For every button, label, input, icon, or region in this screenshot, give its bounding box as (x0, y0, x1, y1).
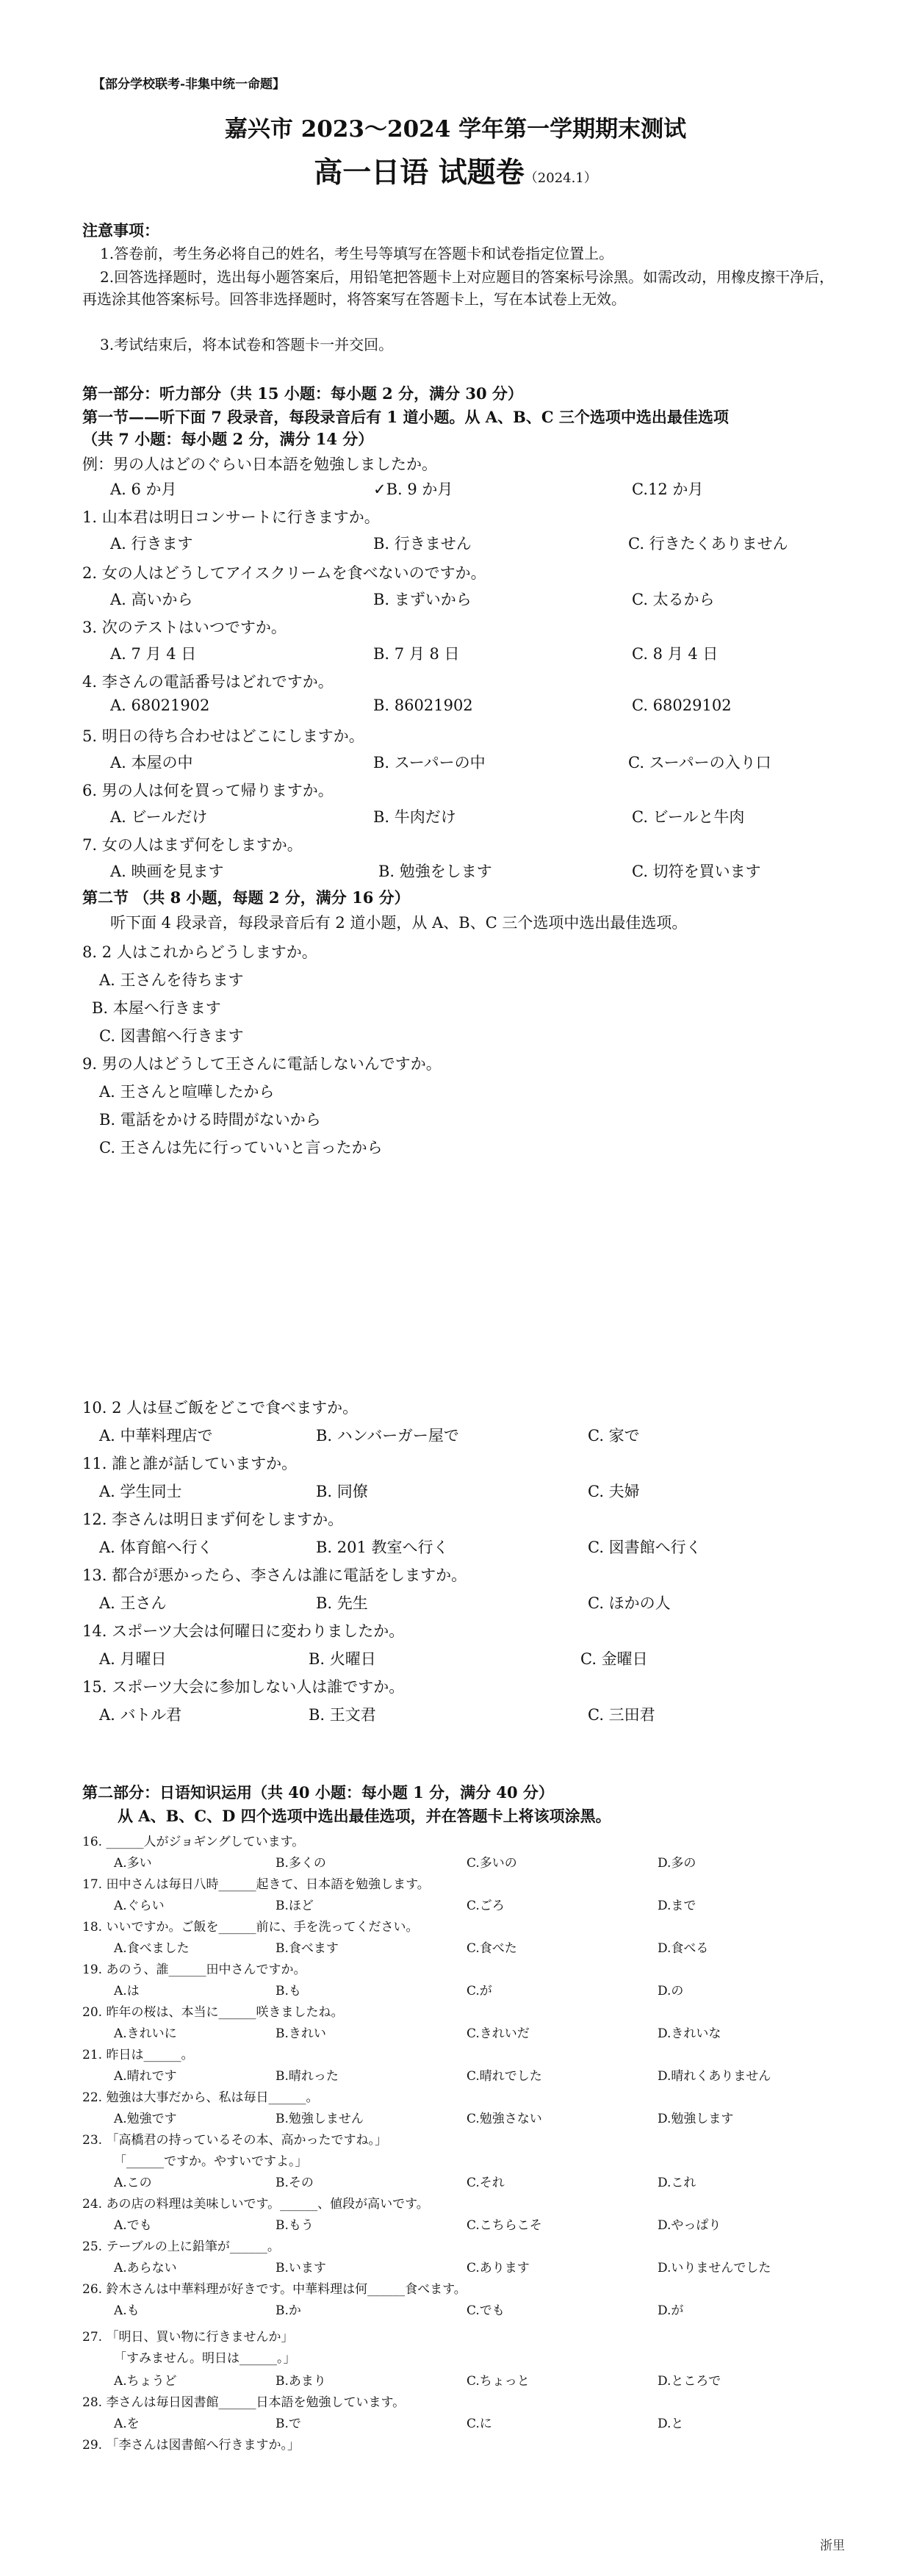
q14-option-a: A. 月曜日 (99, 1650, 167, 1668)
q7-option-a: A. 映画を見ます (110, 863, 224, 880)
footer-watermark: 浙里 (820, 2539, 845, 2553)
q25-option-b: B.います (276, 2261, 326, 2275)
q19-option-d: D.の (658, 1984, 684, 1998)
q15-option-a: A. バトル君 (99, 1706, 182, 1724)
question-24: 24. あの店の料理は美味しいです。______、値段が高いです。 (82, 2197, 429, 2212)
q27-option-c: C.ちょっと (467, 2374, 530, 2389)
q24-option-c: C.こちらこそ (467, 2218, 542, 2233)
question-19: 19. あのう、誰______田中さんですか。 (82, 1962, 306, 1977)
question-26: 26. 鈴木さんは中華料理が好きです。中華料理は何______食べます。 (82, 2282, 467, 2297)
q22-option-a: A.勉強です (114, 2112, 177, 2126)
exam-subtitle (0, 150, 911, 191)
q15-option-b: B. 王文君 (309, 1706, 376, 1724)
q22-option-d: D.勉強します (658, 2112, 734, 2126)
exam-title: 嘉兴市 2023～2024 学年第一学期期末测试 (224, 116, 687, 143)
question-20: 20. 昨年の桜は、本当に______咲きましたね。 (82, 2005, 344, 2020)
q21-option-d: D.晴れくありません (658, 2069, 771, 2084)
q16-option-c: C.多いの (467, 1856, 517, 1871)
q15-option-c: C. 三田君 (588, 1706, 655, 1724)
question-23-reply: 「______ですか。やすいですよ。」 (114, 2154, 308, 2169)
q10-option-a: A. 中華料理店で (99, 1427, 213, 1444)
question-27-reply: 「すみません。明日は______。」 (114, 2351, 296, 2366)
q9-option-c: C. 王さんは先に行っていいと言ったから (99, 1139, 383, 1156)
question-6: 6. 男の人は何を買って帰りますか。 (82, 782, 334, 799)
q3-option-c: C. 8 月 4 日 (632, 645, 719, 663)
q21-option-c: C.晴れでした (467, 2069, 542, 2084)
q18-option-a: A.食べました (114, 1941, 190, 1956)
question-8: 8. 2 人はこれからどうしますか。 (82, 943, 317, 961)
q28-option-b: B.で (276, 2417, 301, 2431)
q24-option-a: A.でも (114, 2218, 152, 2233)
q7-option-b: B. 勉強をします (378, 863, 492, 880)
example-option-b: ✓B. 9 か月 (373, 481, 453, 498)
q16-option-d: D.多の (658, 1856, 696, 1871)
q4-option-c: C. 68029102 (632, 697, 732, 714)
example-question: 例：男の人はどのぐらい日本語を勉強しましたか。 (82, 456, 437, 473)
q23-option-d: D.これ (658, 2176, 696, 2190)
q27-option-b: B.あまり (276, 2374, 326, 2389)
question-1: 1. 山本君は明日コンサートに行きますか。 (82, 508, 380, 526)
q28-option-c: C.に (467, 2417, 492, 2431)
part2-heading: 第二部分：日语知识运用（共 40 小题：每小题 1 分，满分 40 分） (82, 1783, 554, 1802)
q22-option-b: B.勉強しません (276, 2112, 364, 2126)
q17-option-a: A.ぐらい (114, 1899, 165, 1913)
q13-option-b: B. 先生 (316, 1594, 368, 1612)
q26-option-b: B.か (276, 2303, 301, 2318)
q8-option-c: C. 図書館へ行きます (99, 1027, 244, 1045)
q11-option-a: A. 学生同士 (99, 1483, 182, 1500)
notice-item: 1.答卷前，考生务必将自己的姓名，考生号等填写在答题卡和试卷指定位置上。 (100, 245, 614, 262)
example-option-a: A. 6 か月 (110, 481, 177, 498)
q5-option-c: C. スーパーの入り口 (628, 754, 771, 771)
q28-option-a: A.を (114, 2417, 140, 2431)
question-7: 7. 女の人はまず何をしますか。 (82, 836, 303, 854)
q5-option-a: A. 本屋の中 (110, 754, 193, 771)
q13-option-c: C. ほかの人 (588, 1594, 671, 1612)
q16-option-a: A.多い (114, 1856, 152, 1871)
subject-label: 高一日语 试题卷 (314, 156, 525, 190)
question-27: 27. 「明日、買い物に行きませんか」 (82, 2330, 294, 2345)
q19-option-b: B.も (276, 1984, 301, 1998)
q10-option-c: C. 家で (588, 1427, 640, 1444)
q17-option-b: B.ほど (276, 1899, 314, 1913)
question-13: 13. 都合が悪かったら、李さんは誰に電話をしますか。 (82, 1566, 467, 1584)
q23-option-b: B.その (276, 2176, 314, 2190)
q3-option-a: A. 7 月 4 日 (110, 645, 197, 663)
q1-option-c: C. 行きたくありません (628, 535, 788, 553)
question-28: 28. 李さんは毎日図書館______日本語を勉強しています。 (82, 2395, 406, 2410)
question-10: 10. 2 人は昼ご飯をどこで食べますか。 (82, 1399, 359, 1417)
section1-note: （共 7 小题：每小题 2 分，满分 14 分） (82, 430, 374, 448)
q16-option-b: B.多くの (276, 1856, 326, 1871)
q12-option-b: B. 201 教室へ行く (316, 1539, 449, 1556)
question-29: 29. 「李さんは図書館へ行きますか。」 (82, 2438, 300, 2453)
question-2: 2. 女の人はどうしてアイスクリームを食べないのですか。 (82, 564, 486, 582)
section2-heading: 第二节 （共 8 小题，每题 2 分，满分 16 分） (82, 888, 410, 907)
q12-option-c: C. 図書館へ行く (588, 1539, 702, 1556)
q26-option-d: D.が (658, 2303, 684, 2318)
question-15: 15. スポーツ大会に参加しない人は誰ですか。 (82, 1678, 405, 1696)
question-16: 16. ______人がジョギングしています。 (82, 1835, 305, 1849)
exam-date: （2024.1） (524, 170, 597, 186)
question-17: 17. 田中さんは毎日八時______起きて、日本語を勉強します。 (82, 1877, 430, 1892)
q28-option-d: D.と (658, 2417, 684, 2431)
notice-item: 3.考试结束后，将本试卷和答题卡一并交回。 (100, 336, 394, 353)
q14-option-c: C. 金曜日 (580, 1650, 648, 1668)
q9-option-b: B. 電話をかける時間がないから (99, 1111, 321, 1129)
question-25: 25. テーブルの上に鉛筆が______。 (82, 2239, 280, 2254)
q24-option-b: B.もう (276, 2218, 314, 2233)
q25-option-d: D.いりませんでした (658, 2261, 771, 2275)
question-21: 21. 昨日は______。 (82, 2048, 194, 2062)
q6-option-b: B. 牛肉だけ (373, 808, 456, 826)
q6-option-c: C. ビールと牛肉 (632, 808, 745, 826)
section1-heading: 第一节——听下面 7 段录音，每段录音后有 1 道小题。从 A、B、C 三个选项中选出最佳选项 (82, 408, 729, 426)
q2-option-c: C. 太るから (632, 591, 715, 608)
question-12: 12. 李さんは明日まず何をしますか。 (82, 1511, 344, 1528)
notice-item: 2.回答选择题时，选出每小题答案后，用铅笔把答题卡上对应题目的答案标号涂黑。如需改动，用橡皮擦干净后，再选涂其他答案标号。回答非选择题时，将答案写在答题卡上，写在本试卷上无效。 (82, 268, 835, 308)
question-5: 5. 明日の待ち合わせはどこにしますか。 (82, 727, 364, 745)
q18-option-c: C.食べた (467, 1941, 517, 1956)
question-3: 3. 次のテストはいつですか。 (82, 619, 287, 636)
section2-note: 听下面 4 段录音，每段录音后有 2 道小题，从 A、B、C 三个选项中选出最佳选项。 (110, 914, 688, 932)
q23-option-a: A.この (114, 2176, 152, 2190)
question-23: 23. 「高橋君の持っているその本、高かったですね。」 (82, 2133, 387, 2148)
question-18: 18. いいですか。ご飯を______前に、手を洗ってください。 (82, 1920, 419, 1935)
q20-option-a: A.きれいに (114, 2026, 177, 2041)
q14-option-b: B. 火曜日 (309, 1650, 376, 1668)
part2-note: 从 A、B、C、D 四个选项中选出最佳选项，并在答题卡上将该项涂黑。 (118, 1807, 611, 1825)
q11-option-c: C. 夫婦 (588, 1483, 640, 1500)
q27-option-a: A.ちょうど (114, 2374, 177, 2389)
q1-option-a: A. 行きます (110, 535, 193, 553)
q18-option-d: D.食べる (658, 1941, 709, 1956)
q3-option-b: B. 7 月 8 日 (373, 645, 460, 663)
example-option-c: C.12 か月 (632, 481, 704, 498)
q8-option-b: B. 本屋へ行きます (92, 999, 221, 1017)
q10-option-b: B. ハンバーガー屋で (316, 1427, 459, 1444)
question-4: 4. 李さんの電話番号はどれですか。 (82, 673, 334, 691)
q13-option-a: A. 王さん (99, 1594, 167, 1612)
q25-option-a: A.あらない (114, 2261, 177, 2275)
q24-option-d: D.やっぱり (658, 2218, 721, 2233)
q2-option-b: B. まずいから (373, 591, 472, 608)
q7-option-c: C. 切符を買います (632, 863, 761, 880)
q4-option-b: B. 86021902 (373, 697, 473, 714)
q18-option-b: B.食べます (276, 1941, 339, 1956)
exam-source-tag: 【部分学校联考-非集中统一命题】 (93, 77, 286, 92)
q26-option-a: A.も (114, 2303, 140, 2318)
q4-option-a: A. 68021902 (110, 697, 210, 714)
q11-option-b: B. 同僚 (316, 1483, 368, 1500)
question-14: 14. スポーツ大会は何曜日に変わりましたか。 (82, 1622, 405, 1640)
q8-option-a: A. 王さんを待ちます (99, 971, 244, 989)
q27-option-d: D.ところで (658, 2374, 721, 2389)
q21-option-a: A.晴れです (114, 2069, 177, 2084)
q1-option-b: B. 行きません (373, 535, 472, 553)
part1-heading: 第一部分：听力部分（共 15 小题：每小题 2 分，满分 30 分） (82, 384, 523, 403)
q20-option-c: C.きれいだ (467, 2026, 530, 2041)
q26-option-c: C.でも (467, 2303, 505, 2318)
q17-option-c: C.ごろ (467, 1899, 505, 1913)
q23-option-c: C.それ (467, 2176, 505, 2190)
q19-option-c: C.が (467, 1984, 492, 1998)
q25-option-c: C.あります (467, 2261, 530, 2275)
q20-option-d: D.きれいな (658, 2026, 721, 2041)
notice-heading: 注意事项： (82, 221, 159, 240)
q12-option-a: A. 体育館へ行く (99, 1539, 213, 1556)
question-22: 22. 勉強は大事だから、私は毎日______。 (82, 2090, 319, 2105)
q19-option-a: A.は (114, 1984, 140, 1998)
q17-option-d: D.まで (658, 1899, 696, 1913)
q9-option-a: A. 王さんと喧嘩したから (99, 1083, 275, 1101)
q5-option-b: B. スーパーの中 (373, 754, 486, 771)
q2-option-a: A. 高いから (110, 591, 193, 608)
q6-option-a: A. ビールだけ (110, 808, 208, 826)
q21-option-b: B.晴れった (276, 2069, 339, 2084)
question-9: 9. 男の人はどうして王さんに電話しないんですか。 (82, 1055, 442, 1073)
q22-option-c: C.勉強さない (467, 2112, 542, 2126)
question-11: 11. 誰と誰が話していますか。 (82, 1455, 298, 1472)
q20-option-b: B.きれい (276, 2026, 326, 2041)
